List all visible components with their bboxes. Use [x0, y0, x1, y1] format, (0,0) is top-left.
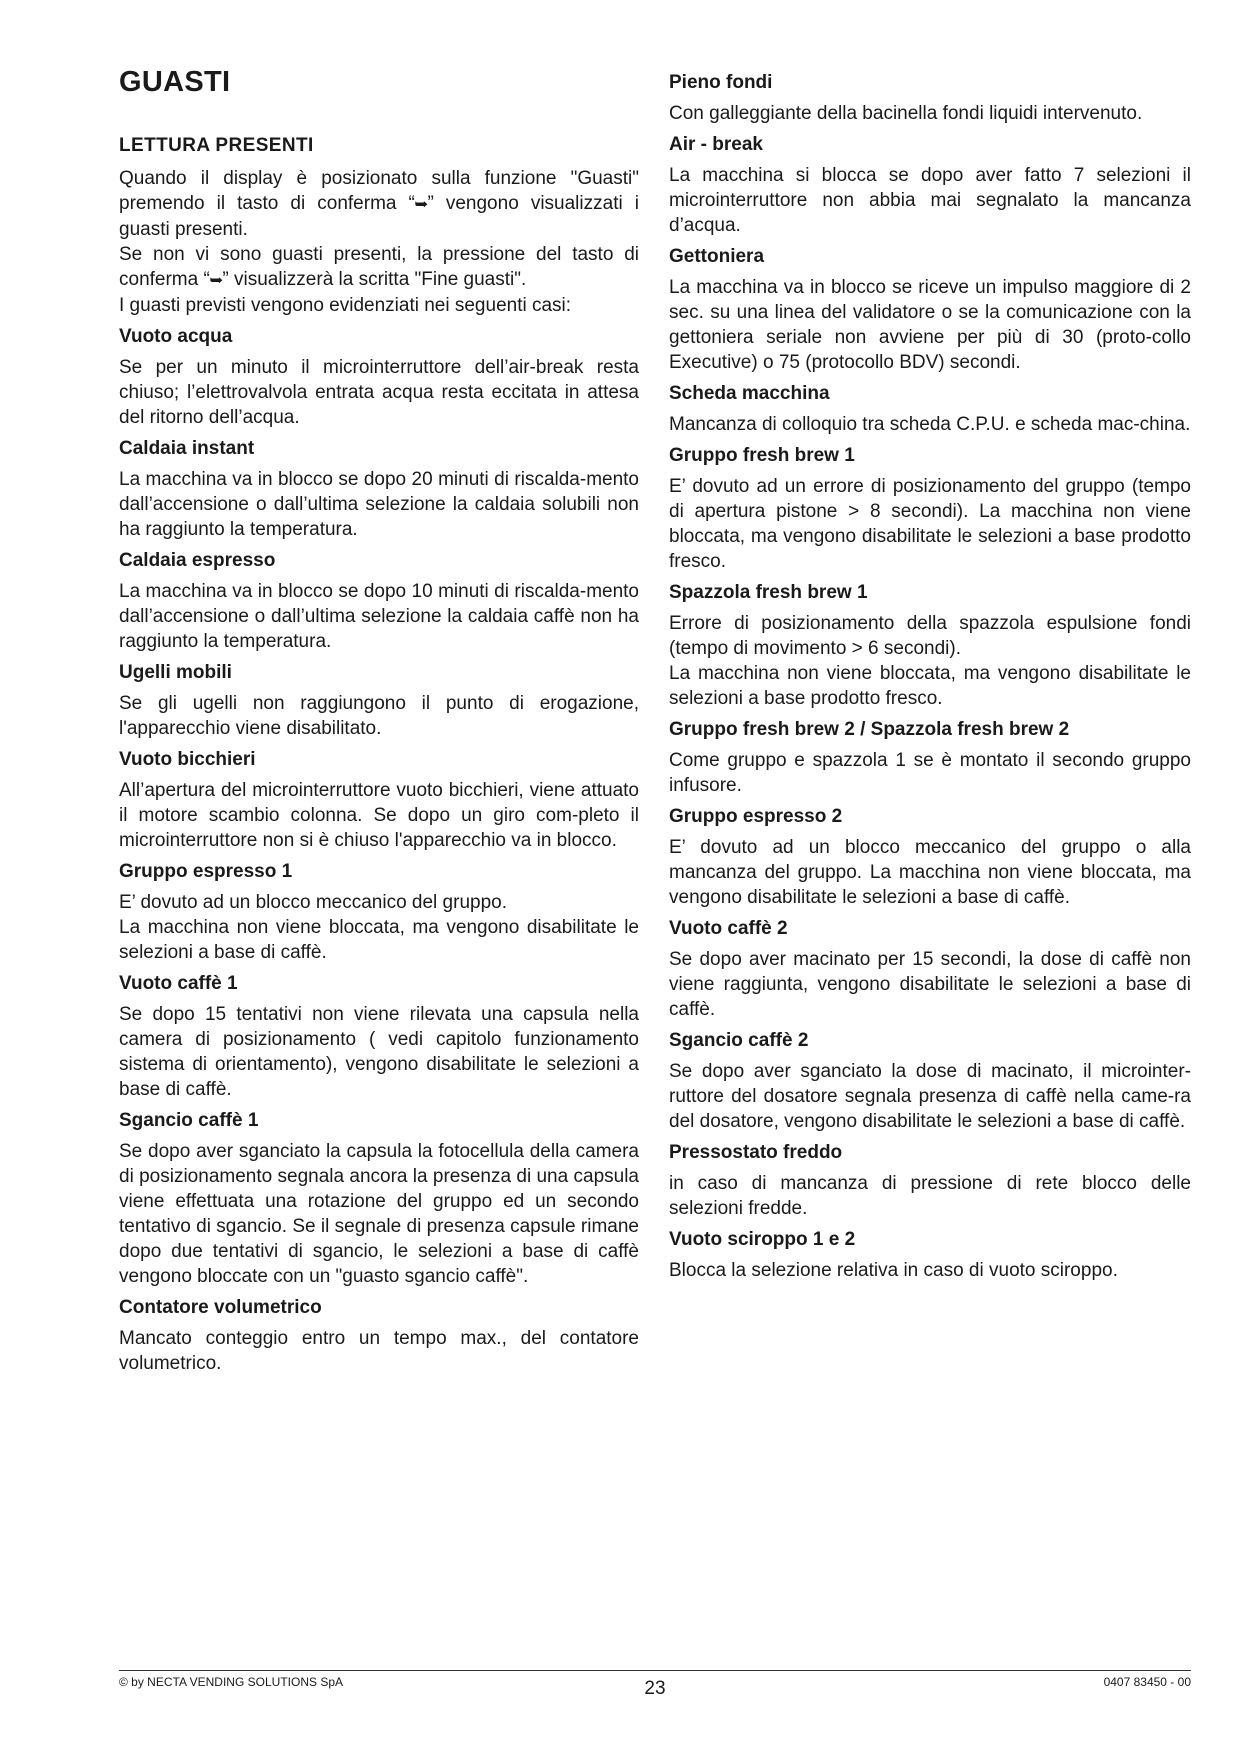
fault-section	[119, 971, 639, 1102]
fault-description	[669, 611, 1191, 711]
fault-description	[119, 467, 639, 542]
fault-description	[669, 412, 1191, 437]
fault-description-paragraph: La macchina va in blocco se dopo 20 minuti di riscalda-mento dall’accensione o dall’ultima selezione la caldaia solubili non ha raggiunto la temperatura.	[119, 469, 639, 540]
fault-description	[119, 890, 639, 965]
fault-description	[119, 778, 639, 853]
fault-heading: Vuoto caffè 2	[669, 918, 788, 939]
fault-description	[119, 1139, 639, 1289]
fault-heading: Pressostato freddo	[669, 1142, 843, 1163]
enter-arrow-icon: ➥	[209, 272, 224, 289]
fault-description	[119, 355, 639, 430]
fault-description	[669, 1171, 1191, 1221]
fault-section	[669, 244, 1191, 375]
fault-section	[669, 1140, 1191, 1221]
fault-heading: Gruppo espresso 1	[119, 861, 293, 882]
fault-section	[669, 381, 1191, 437]
intro-text-part: Quando il display è posizionato sulla funzione "Guasti" premendo il tasto di conferma “	[119, 168, 639, 214]
fault-description-paragraph: La macchina va in blocco se riceve un impulso maggiore di 2 sec. su una linea del validatore o se la comunicazione con la gettoniera seriale non avviene per più di 30 (proto-collo Executive) o 75 (protocollo BDV) secondi.	[669, 277, 1191, 373]
fault-heading: Scheda macchina	[669, 383, 830, 404]
fault-description	[669, 1059, 1191, 1134]
fault-description-paragraph: Se gli ugelli non raggiungono il punto di erogazione, l'apparecchio viene disabilitato.	[119, 693, 639, 739]
fault-section	[119, 1108, 639, 1289]
fault-heading: Pieno fondi	[669, 72, 773, 93]
fault-description-paragraph: La macchina non viene bloccata, ma vengono disabilitate le selezioni a base prodotto fresco.	[669, 663, 1191, 709]
fault-description	[119, 1002, 639, 1102]
fault-description-paragraph: Con galleggiante della bacinella fondi liquidi intervenuto.	[669, 103, 1143, 124]
intro-paragraph	[119, 166, 639, 242]
fault-description-paragraph: Se per un minuto il microinterruttore dell’air-break resta chiuso; l’elettrovalvola entrata acqua resta eccitata in attesa del ritorno dell’acqua.	[119, 357, 639, 428]
fault-section	[119, 747, 639, 853]
fault-description-paragraph: Se dopo aver macinato per 15 secondi, la dose di caffè non viene raggiunta, vengono disabilitate le selezioni a base di caffè.	[669, 949, 1191, 1020]
footer-divider	[119, 1670, 1191, 1671]
fault-description	[669, 275, 1191, 375]
right-fault-list	[669, 70, 1191, 1283]
fault-section	[669, 916, 1191, 1022]
fault-heading: Vuoto bicchieri	[119, 749, 256, 770]
fault-description-paragraph: Se dopo aver sganciato la dose di macinato, il microinter-ruttore del dosatore segnala presenza di caffè nella came-ra del dosatore, vengono disabilitate le selezioni a base di caffè.	[669, 1061, 1191, 1132]
fault-heading: Gruppo espresso 2	[669, 806, 843, 827]
fault-section	[119, 324, 639, 430]
fault-heading: Gruppo fresh brew 1	[669, 445, 855, 466]
fault-heading: Gruppo fresh brew 2 / Spazzola fresh brew 2	[669, 719, 1070, 740]
fault-section	[119, 436, 639, 542]
fault-section	[669, 70, 1191, 126]
fault-description	[669, 101, 1191, 126]
fault-section	[669, 1028, 1191, 1134]
fault-heading: Caldaia instant	[119, 438, 255, 459]
fault-description-paragraph: Mancanza di colloquio tra scheda C.P.U. e scheda mac-china.	[669, 414, 1191, 435]
fault-section	[119, 1295, 639, 1376]
fault-description	[669, 947, 1191, 1022]
fault-heading: Sgancio caffè 1	[119, 1110, 259, 1131]
fault-description-paragraph: Errore di posizionamento della spazzola espulsione fondi (tempo di movimento > 6 secondi).	[669, 613, 1191, 659]
page-number: 23	[644, 1678, 666, 1699]
fault-heading: Vuoto caffè 1	[119, 973, 238, 994]
fault-description-paragraph: E’ dovuto ad un blocco meccanico del gruppo.	[119, 892, 507, 913]
fault-description-paragraph: in caso di mancanza di pressione di rete blocco delle selezioni fredde.	[669, 1173, 1191, 1219]
fault-heading: Vuoto sciroppo 1 e 2	[669, 1229, 856, 1250]
fault-description	[119, 1326, 639, 1376]
fault-section	[669, 132, 1191, 238]
fault-heading: Ugelli mobili	[119, 662, 232, 683]
fault-description-paragraph: La macchina non viene bloccata, ma vengono disabilitate le selezioni a base di caffè.	[119, 917, 639, 963]
left-column	[119, 133, 639, 1382]
fault-description	[669, 474, 1191, 574]
fault-description-paragraph: Blocca la selezione relativa in caso di vuoto sciroppo.	[669, 1260, 1118, 1281]
fault-description	[119, 691, 639, 741]
fault-heading: Air - break	[669, 134, 763, 155]
intro-paragraph	[119, 242, 639, 293]
left-fault-list	[119, 324, 639, 1376]
fault-description-paragraph: All’apertura del microinterruttore vuoto bicchieri, viene attuato il motore scambio colonna. Se dopo un giro com-pleto il microinterruttore non si è chiuso l'apparecchio va in blocco.	[119, 780, 639, 851]
section-subtitle: LETTURA PRESENTI	[119, 135, 314, 156]
fault-description-paragraph: La macchina va in blocco se dopo 10 minuti di riscalda-mento dall’accensione o dall’ultima selezione la caldaia caffè non ha raggiunto la temperatura.	[119, 581, 639, 652]
fault-heading: Vuoto acqua	[119, 326, 233, 347]
fault-section	[669, 1227, 1191, 1283]
fault-section	[119, 660, 639, 741]
right-column	[669, 70, 1191, 1289]
fault-section	[669, 804, 1191, 910]
fault-section	[119, 859, 639, 965]
fault-heading: Spazzola fresh brew 1	[669, 582, 868, 603]
fault-heading: Contatore volumetrico	[119, 1297, 322, 1318]
fault-description-paragraph: La macchina si blocca se dopo aver fatto 7 selezioni il microinterruttore non abbia mai segnalato la mancanza d’acqua.	[669, 165, 1191, 236]
fault-description-paragraph: Se dopo aver sganciato la capsula la fotocellula della camera di posizionamento segnala ancora la presenza di una capsula viene effettuata una rotazione del gruppo ed un secondo tentativo di sgancio. Se il segnale di presenza capsule rimane dopo due tentativi di sgancio, le selezioni a base di caffè vengono bloccate con un "guasto sgancio caffè".	[119, 1141, 639, 1287]
fault-section	[669, 443, 1191, 574]
intro-paragraph: I guasti previsti vengono evidenziati nei seguenti casi:	[119, 295, 572, 316]
fault-description	[669, 163, 1191, 238]
fault-description-paragraph: Se dopo 15 tentativi non viene rilevata una capsula nella camera di posizionamento ( vedi capitolo funzionamento sistema di orientamento), vengono disabilitate le selezioni a base di caffè.	[119, 1004, 639, 1100]
fault-section	[669, 717, 1191, 798]
fault-heading: Sgancio caffè 2	[669, 1030, 809, 1051]
fault-description	[119, 579, 639, 654]
enter-arrow-icon: ➥	[414, 196, 429, 213]
intro-text-part: ” visualizzerà la scritta "Fine guasti".	[222, 269, 527, 290]
fault-section	[119, 548, 639, 654]
fault-description-paragraph: Mancato conteggio entro un tempo max., del contatore volumetrico.	[119, 1328, 639, 1374]
intro-text-part: ” vengono visualizzati i guasti presenti.	[119, 193, 639, 240]
fault-description	[669, 748, 1191, 798]
fault-heading: Gettoniera	[669, 246, 765, 267]
intro-text-part: Se non vi sono guasti presenti, la pressione del tasto di conferma “	[119, 244, 639, 290]
fault-description	[669, 1258, 1191, 1283]
page-title: GUASTI	[119, 66, 231, 98]
fault-description	[669, 835, 1191, 910]
fault-heading: Caldaia espresso	[119, 550, 276, 571]
intro-text	[119, 166, 639, 318]
fault-description-paragraph: E’ dovuto ad un blocco meccanico del gruppo o alla mancanza del gruppo. La macchina non viene bloccata, ma vengono disabilitate le selezioni a base di caffè.	[669, 837, 1191, 908]
footer-copyright: © by NECTA VENDING SOLUTIONS SpA	[119, 1675, 344, 1689]
fault-description-paragraph: E’ dovuto ad un errore di posizionamento del gruppo (tempo di apertura pistone > 8 secondi). La macchina non viene bloccata, ma vengono disabilitate le selezioni a base prodotto fresco.	[669, 476, 1191, 572]
fault-description-paragraph: Come gruppo e spazzola 1 se è montato il secondo gruppo infusore.	[669, 750, 1191, 796]
footer-doc-code: 0407 83450 - 00	[1103, 1675, 1191, 1689]
fault-section	[669, 580, 1191, 711]
